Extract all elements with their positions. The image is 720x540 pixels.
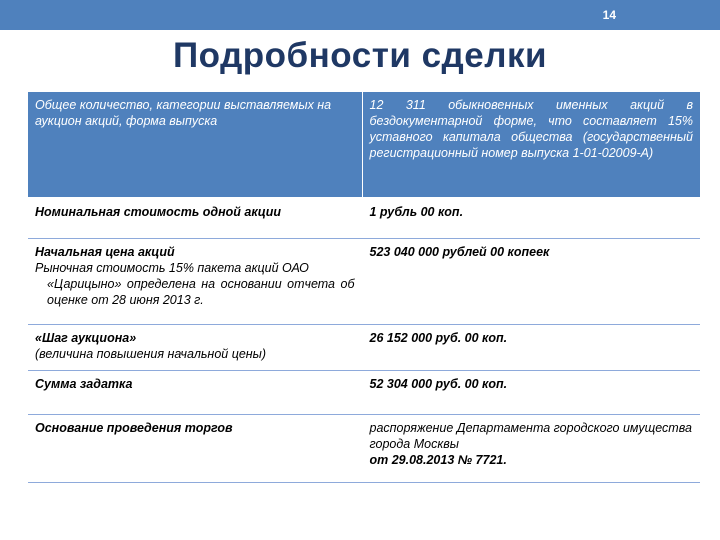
table-row: [28, 370, 700, 414]
valuation-report-note: «Царицыно» определена на основании отчета об оценке от 28 июня 2013 г.: [47, 276, 355, 307]
auction-step-label: «Шаг аукциона»: [35, 330, 137, 345]
auction-step-value: 26 152 000 руб. 00 коп.: [369, 330, 508, 345]
header-label: Общее количество, категории выставляемых на аукцион акций, форма выпуска: [35, 98, 332, 128]
table-header-row: [28, 92, 700, 198]
row-label-cell: [28, 414, 362, 482]
row-value-cell: [362, 324, 700, 370]
initial-price-label: Начальная цена акций: [35, 244, 175, 259]
header-value-cell: [362, 92, 700, 198]
row-value-cell: [362, 414, 700, 482]
nominal-value: 1 рубль 00 коп.: [369, 205, 464, 219]
market-value-note: Рыночная стоимость 15% пакета акций ОАО: [35, 260, 309, 275]
row-label-cell: [28, 238, 362, 324]
slide-title: Подробности сделки: [173, 36, 547, 75]
row-label-cell: [28, 370, 362, 414]
table-row: [28, 324, 700, 370]
deal-details-table: [28, 92, 700, 483]
header-value: 12 311 обыкновенных именных акций в бездокументарной форме, что составляет 15% уставного капитала общества (государственный регистрационный номер выпуска 1-01-02009-А): [369, 98, 693, 160]
row-label-cell: [28, 198, 362, 238]
slide-number: 14: [602, 8, 616, 22]
basis-label: Основание проведения торгов: [35, 420, 233, 435]
auction-step-note: (величина повышения начальной цены): [35, 346, 267, 361]
row-value-cell: [362, 198, 700, 238]
nominal-value-label: Номинальная стоимость одной акции: [35, 205, 282, 219]
deposit-label: Сумма задатка: [35, 376, 133, 391]
table-row: [28, 198, 700, 238]
deposit-value: 52 304 000 руб. 00 коп.: [369, 376, 508, 391]
row-value-cell: [362, 370, 700, 414]
header-label-cell: [28, 92, 362, 198]
basis-order-number: от 29.08.2013 № 7721.: [369, 452, 507, 467]
basis-order-text: распоряжение Департамента городского имущества города Москвы: [369, 420, 692, 451]
row-value-cell: [362, 238, 700, 324]
row-label-cell: [28, 324, 362, 370]
initial-price-value: 523 040 000 рублей 00 копеек: [369, 244, 550, 259]
table-row: [28, 238, 700, 324]
table-row: [28, 414, 700, 482]
top-bar: [0, 0, 720, 30]
